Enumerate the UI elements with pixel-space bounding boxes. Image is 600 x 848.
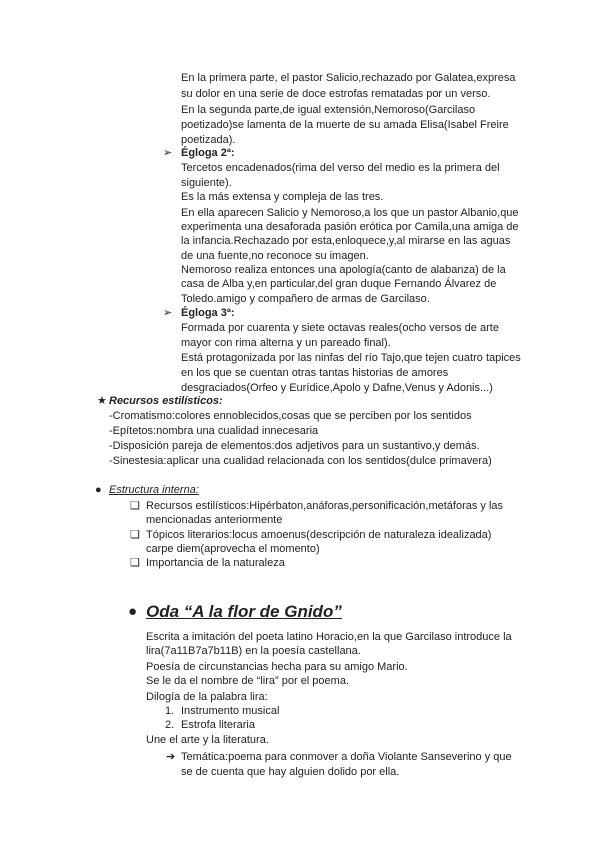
list-item-text: Estrofa literaria (181, 719, 255, 731)
text-line: Escrita a imitación del poeta latino Horacio,en la que Garcilaso introduce la (146, 631, 512, 643)
arrowhead-bullet-icon: ➢ (163, 307, 173, 319)
list-item-text: Instrumento musical (181, 705, 280, 717)
text-line: su dolor en una serie de doce estrofas rematadas por un verso. (181, 88, 491, 100)
list-item-text: Estructura interna: (109, 484, 199, 496)
arrow-bullet-icon: ➔ (166, 751, 176, 763)
text-line: Es la más extensa y compleja de las tres. (181, 191, 384, 203)
text-line: Está protagonizada por las ninfas del río Tajo,que tejen cuatro tapices (181, 352, 521, 364)
text-line: Nemoroso realiza entonces una apología(canto de alabanza) de la (181, 264, 506, 276)
text-line: experimenta una desaforada pasión erótica por Camila,una amiga de (181, 221, 519, 233)
text-line: En ella aparecen Salicio y Nemoroso,a los que un pastor Albanio,que (181, 207, 519, 219)
text-line: Une el arte y la literatura. (146, 734, 269, 746)
text-line: mencionadas anteriormente (146, 514, 283, 526)
list-item-text: Recursos estilísticos:Hipérbaton,anáforas,personificación,metáforas y las (146, 500, 504, 512)
checkbox-bullet-icon: ❑ (130, 529, 140, 541)
text-line: siguiente). (181, 177, 232, 189)
text-line: de una fuente,no reconoce su imagen. (181, 250, 369, 262)
section-title: Oda “A la flor de Gnido” (146, 602, 342, 621)
text-line: lira(7a11B7a7b11B) en la poesía castellana. (146, 645, 361, 657)
list-number: 1. (165, 705, 175, 717)
text-line: Formada por cuarenta y siete octavas reales(ocho versos de arte (181, 322, 499, 334)
text-line: Dilogía de la palabra lira: (146, 691, 268, 703)
text-line: mayor con rima alterna y un pareado final). (181, 337, 391, 349)
text-line: se de cuenta que hay alguien dolido por ella. (181, 766, 400, 778)
text-line: Poesía de circunstancias hecha para su amigo Mario. (146, 661, 408, 673)
text-line: -Epítetos:nombra una cualidad innecesaria (109, 425, 319, 437)
text-line: -Cromatismo:colores ennoblecidos,cosas que se perciben por los sentidos (109, 410, 472, 422)
text-line: Toledo.amigo y compañero de armas de Garcilaso. (181, 293, 430, 305)
star-bullet-icon: ★ (97, 395, 107, 407)
text-line: poetizada). (181, 134, 236, 146)
text-line: Se le da el nombre de “lira” por el poema. (146, 675, 349, 687)
list-item-text: Importancia de la naturaleza (146, 557, 285, 569)
text-line: casa de Alba y,en particular,del gran duque Fernando Álvarez de (181, 278, 497, 290)
list-item-text: Égloga 2ª: (181, 147, 235, 159)
checkbox-bullet-icon: ❑ (130, 500, 140, 512)
text-line: -Sinestesia:aplicar una cualidad relacionada con los sentidos(dulce primavera) (109, 455, 492, 467)
list-number: 2. (165, 719, 175, 731)
arrowhead-bullet-icon: ➢ (163, 147, 173, 159)
list-item-text: Tópicos literarios:locus amoenus(descripción de naturaleza idealizada) (146, 529, 492, 541)
text-line: poetizado)se lamenta de la muerte de su amada Elisa(Isabel Freire (181, 119, 509, 131)
text-line: desgraciados(Orfeo y Eurídice,Apolo y Dafne,Venus y Adonis...) (181, 382, 493, 394)
list-item-text: Temática:poema para conmover a doña Violante Sanseverino y que (181, 751, 512, 763)
list-item-text: Égloga 3ª: (181, 307, 235, 319)
list-item-text: Recursos estilísticos: (109, 395, 223, 407)
text-line: En la primera parte, el pastor Salicio,rechazado por Galatea,expresa (181, 72, 516, 84)
text-line: carpe diem(aprovecha el momento) (146, 543, 320, 555)
text-line: la infancia.Rechazado por esta,enloquece,y,al mirarse en las aguas (181, 235, 511, 247)
text-line: en los que se cuentan otras tantas historias de amores (181, 367, 449, 379)
text-line: Tercetos encadenados(rima del verso del medio es la primera del (181, 162, 500, 174)
dot-bullet-icon: ● (95, 484, 102, 496)
checkbox-bullet-icon: ❑ (130, 557, 140, 569)
text-line: En la segunda parte,de igual extensión,Nemoroso(Garcilaso (181, 104, 476, 116)
dot-bullet-icon: ● (128, 603, 138, 620)
text-line: -Disposición pareja de elementos:dos adjetivos para un sustantivo,y demás. (109, 440, 480, 452)
